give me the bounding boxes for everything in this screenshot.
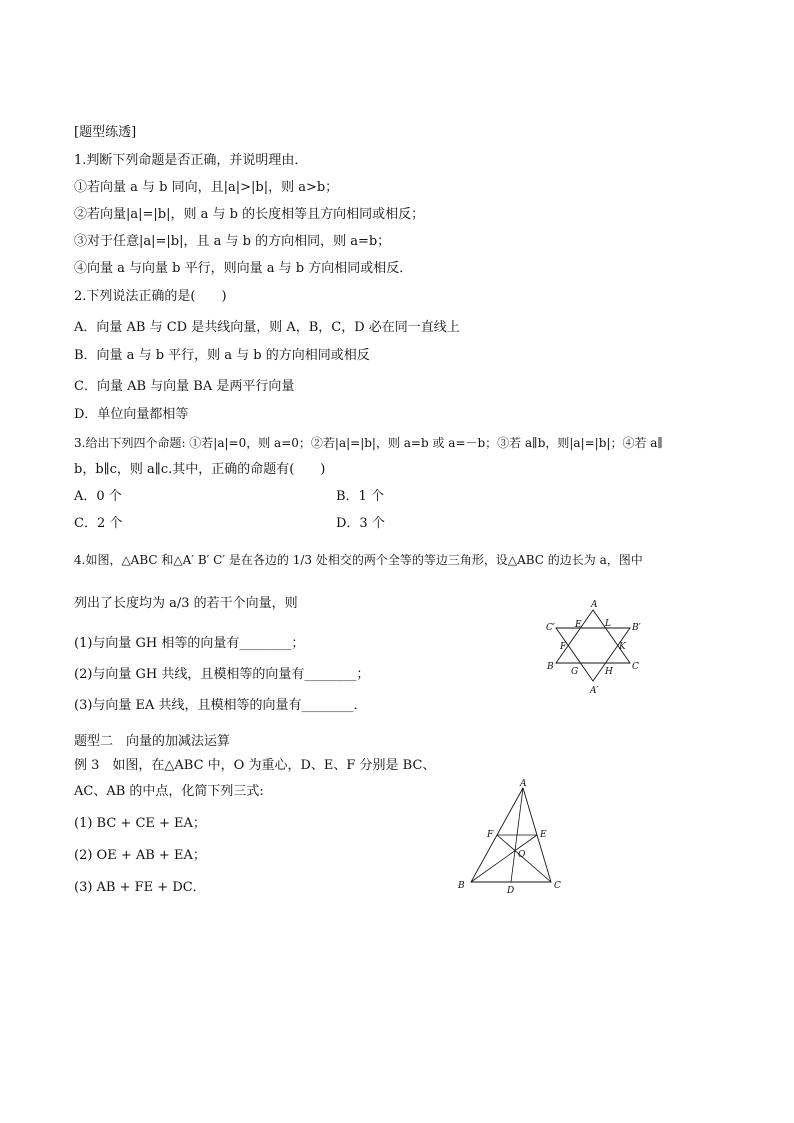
- median-be: [471, 835, 537, 882]
- tri-label-a: A: [520, 779, 527, 789]
- type2-heading: 题型二 向量的加减法运算: [74, 734, 231, 749]
- q3-option-d: D．3 个: [336, 516, 385, 531]
- tri-label-b: B: [458, 881, 465, 891]
- tri-label-d: D: [507, 886, 515, 896]
- q2-option-c: C．向量 AB 与向量 BA 是两平行向量: [74, 379, 295, 394]
- star-label-l: L: [605, 619, 611, 629]
- star-label-f: F: [560, 642, 567, 652]
- q4-sub-3: (3)与向量 EA 共线，且模相等的向量有________．: [74, 698, 367, 713]
- q2-stem: 2.下列说法正确的是( ): [74, 289, 227, 304]
- q1-item-2: ②若向量|a|=|b|，则 a 与 b 的长度相等且方向相同或相反；: [74, 207, 425, 222]
- star-label-c: C: [632, 662, 639, 672]
- hexagram-figure: [544, 597, 644, 697]
- star-label-b-prime: B′: [632, 623, 641, 633]
- q2-option-a: A．向量 AB 与 CD 是共线向量，则 A，B，C，D 必在同一直线上: [74, 320, 460, 335]
- star-label-g: G: [571, 667, 579, 677]
- q4-sub-2: (2)与向量 GH 共线，且模相等的向量有________；: [74, 667, 370, 682]
- example3-expr-1: (1) BC + CE + EA；: [74, 816, 206, 831]
- triangle-a-prime-b-prime-c-prime: [556, 628, 630, 681]
- star-label-k: K: [619, 642, 626, 652]
- q3-option-b: B．1 个: [336, 489, 384, 504]
- tri-label-f: F: [487, 830, 494, 840]
- q1-item-4: ④向量 a 与向量 b 平行，则向量 a 与 b 方向相同或相反．: [74, 261, 413, 276]
- q3-option-a: A．0 个: [74, 489, 122, 504]
- q4-stem-line1: 4.如图，△ABC 和△A′ B′ C′ 是在各边的 1/3 处相交的两个全等的等边三角形，设△ABC 的边长为 a，图中: [74, 553, 643, 567]
- tri-label-o: O: [518, 850, 526, 860]
- example3-expr-2: (2) OE + AB + EA；: [74, 848, 206, 863]
- triangle-abc: [556, 610, 630, 663]
- star-label-h: H: [605, 667, 613, 677]
- q1-stem: 1.判断下列命题是否正确，并说明理由．: [74, 153, 308, 168]
- q3-stem-line1: 3.给出下列四个命题: ①若|a|=0，则 a=0；②若|a|=|b|，则 a=b 或 a=－b；③若 a∥b，则|a|=|b|；④若 a∥: [74, 436, 663, 450]
- example3-line1: 例 3 如图，在△ABC 中，O 为重心，D、E、F 分别是 BC、: [74, 758, 436, 773]
- practice-heading: [题型练透]: [74, 125, 137, 140]
- star-label-e: E: [575, 620, 582, 630]
- star-label-c-prime: C′: [546, 623, 555, 633]
- tri-label-e: E: [540, 830, 547, 840]
- q1-item-1: ①若向量 a 与 b 同向，且|a|>|b|，则 a>b；: [74, 180, 339, 195]
- q2-option-b: B．向量 a 与 b 平行，则 a 与 b 的方向相同或相反: [74, 348, 370, 363]
- centroid-triangle-figure: [452, 778, 572, 896]
- star-label-a: A: [591, 600, 598, 610]
- example3-expr-3: (3) AB + FE + DC．: [74, 880, 206, 895]
- star-label-a-prime: A′: [590, 686, 599, 696]
- tri-label-c: C: [554, 881, 561, 891]
- q3-stem-line2: b，b∥c，则 a∥c.其中，正确的命题有( ): [74, 462, 326, 477]
- q1-item-3: ③对于任意|a|=|b|，且 a 与 b 的方向相同，则 a=b；: [74, 234, 391, 249]
- q4-sub-1: (1)与向量 GH 相等的向量有________；: [74, 636, 305, 651]
- q2-option-d: D．单位向量都相等: [74, 407, 189, 422]
- q3-option-c: C．2 个: [74, 516, 123, 531]
- q4-stem-line2: 列出了长度均为 a/3 的若干个向量，则: [74, 596, 298, 611]
- example3-line2: AC、AB 的中点，化简下列三式:: [74, 784, 264, 799]
- star-label-b: B: [547, 662, 554, 672]
